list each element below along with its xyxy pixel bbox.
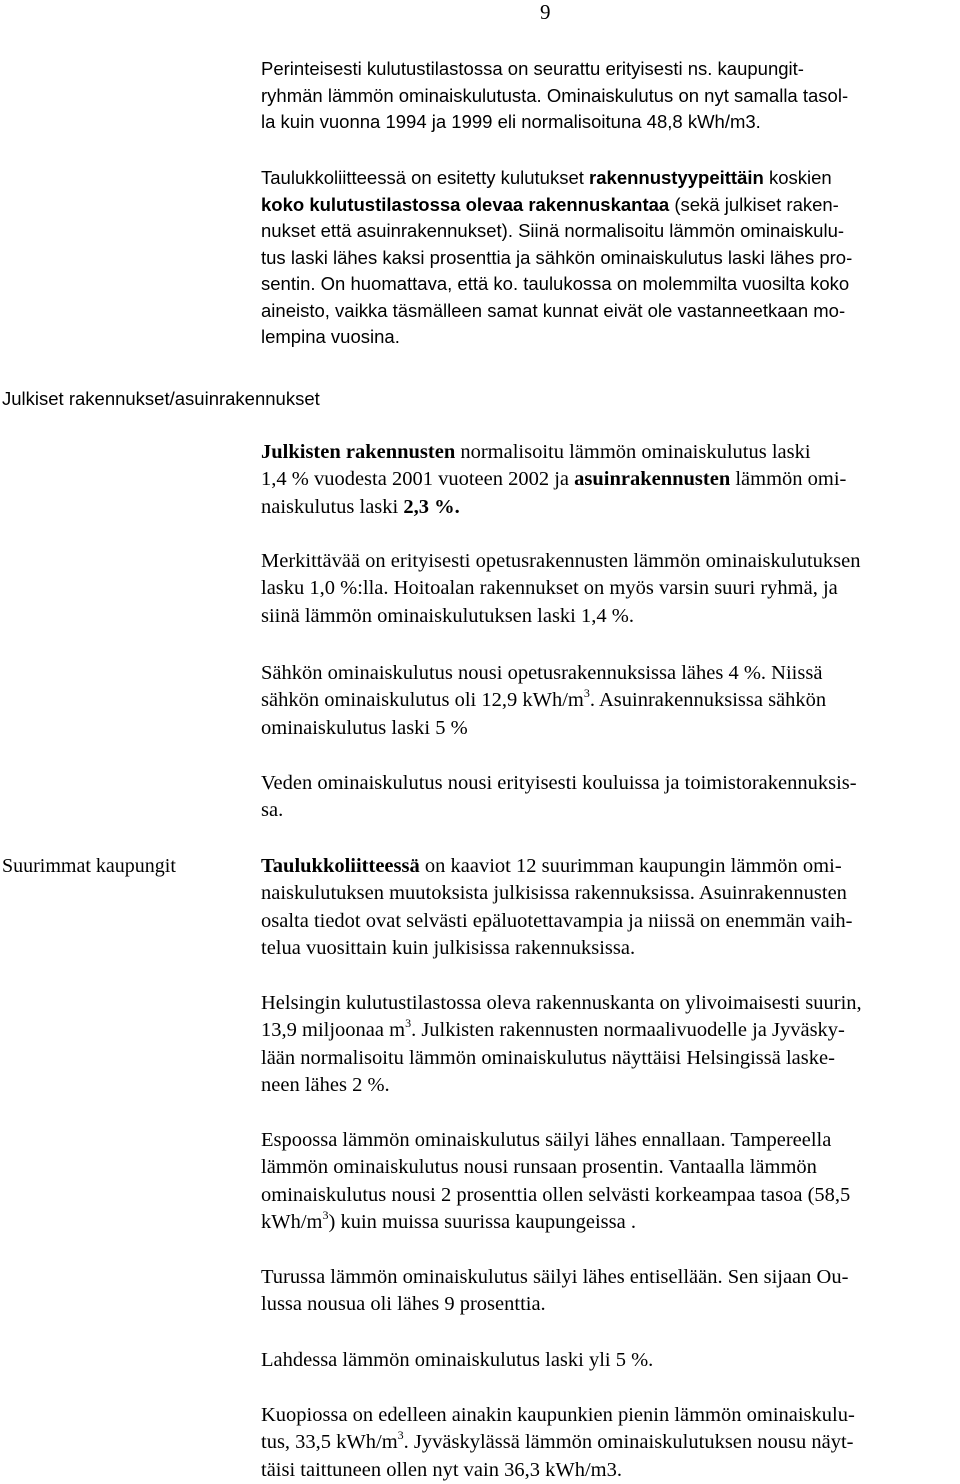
text-run: normalisoitu lämmön ominaiskulutus laski bbox=[455, 441, 811, 463]
side-heading-public-residential: Julkiset rakennukset/asuinrakennukset bbox=[2, 388, 320, 409]
text-run: lämmön omi- bbox=[730, 468, 847, 491]
text-run: 13,9 miljoonaa m bbox=[261, 1019, 406, 1042]
electricity-paragraph bbox=[261, 660, 957, 742]
text-run: Taulukkoliitteessä on esitetty kulutukset bbox=[261, 167, 590, 188]
superscript: 3 bbox=[583, 686, 590, 701]
bold-term: 2,3 %. bbox=[403, 495, 460, 518]
text-line bbox=[261, 494, 957, 521]
text-run: naiskulutus laski bbox=[261, 495, 404, 518]
text-line: siinä lämmön ominaiskulutuksen laski 1,4 %. bbox=[261, 604, 634, 627]
superscript: 3 bbox=[397, 1428, 404, 1443]
text-run: koskien bbox=[763, 167, 832, 188]
text-line: aineisto, vaikka täsmälleen samat kunnat eivät ole vastanneetkaan mo- bbox=[261, 299, 846, 321]
text-run: . Asuinrakennuksissa sähkön bbox=[589, 689, 827, 712]
text-line bbox=[261, 439, 957, 466]
text-run: 1,4 % vuodesta 2001 vuoteen 2002 ja bbox=[261, 468, 575, 491]
superscript: 3 bbox=[405, 1016, 412, 1031]
helsinki-paragraph bbox=[261, 990, 957, 1100]
text-line bbox=[261, 1017, 957, 1044]
page-number: 9 bbox=[540, 0, 551, 24]
text-line: Veden ominaiskulutus nousi erityisesti kouluissa ja toimistorakennuksis- bbox=[261, 772, 857, 794]
text-line: telua vuosittain kuin julkisissa rakennuksissa. bbox=[261, 937, 636, 960]
text-line: sa. bbox=[261, 799, 284, 822]
text-line: Helsingin kulutustilastossa oleva rakennuskanta on ylivoimaisesti suurin, bbox=[261, 992, 862, 1014]
text-run: sähkön ominaiskulutus oli 12,9 kWh/m bbox=[261, 689, 584, 712]
text-run: (sekä julkiset raken- bbox=[669, 193, 839, 215]
text-line: Lahdessa lämmön ominaiskulutus laski yli 5 %. bbox=[261, 1349, 654, 1371]
text-line: Merkittävää on erityisesti opetusrakennusten lämmön ominaiskulutuksen bbox=[261, 550, 861, 572]
text-run: tus, 33,5 kWh/m bbox=[261, 1431, 398, 1454]
education-paragraph bbox=[261, 548, 957, 630]
text-run: . Julkisten rakennusten normaalivuodelle ja Jyväsky- bbox=[411, 1019, 845, 1042]
public-buildings-paragraph bbox=[261, 439, 957, 521]
text-line: nukset että asuinrakennukset). Siinä normalisoitu lämmön ominaiskulu- bbox=[261, 220, 845, 241]
intro-paragraph bbox=[261, 56, 957, 136]
bold-term: Julkisten rakennusten bbox=[261, 441, 456, 463]
text-line: naiskulutuksen muutoksista julkisissa rakennuksissa. Asuinrakennusten bbox=[261, 882, 847, 905]
text-line: lään normalisoitu lämmön ominaiskulutus näyttäisi Helsingissä laske- bbox=[261, 1046, 835, 1069]
text-line: lempina vuosina. bbox=[261, 326, 400, 347]
text-line: täisi taittuneen ollen nyt vain 36,3 kWh/m3. bbox=[261, 1458, 622, 1481]
lahti-paragraph bbox=[261, 1347, 957, 1374]
text-line: lussa nousua oli lähes 9 prosenttia. bbox=[261, 1293, 546, 1316]
text-line: la kuin vuonna 1994 ja 1999 eli normalisoituna 48,8 kWh/m3. bbox=[261, 111, 761, 132]
text-line: lämmön ominaiskulutus nousi runsaan prosentin. Vantaalla lämmön bbox=[261, 1156, 817, 1179]
superscript: 3 bbox=[322, 1208, 329, 1223]
bold-term: asuinrakennusten bbox=[574, 468, 731, 491]
kuopio-paragraph bbox=[261, 1402, 957, 1484]
water-paragraph bbox=[261, 770, 957, 825]
text-line bbox=[261, 1209, 957, 1236]
text-run: kWh/m bbox=[261, 1211, 323, 1234]
bold-term: koko kulutustilastossa olevaa rakennuskantaa bbox=[261, 193, 670, 215]
bold-term: rakennustyypeittäin bbox=[589, 167, 764, 188]
text-line: Perinteisesti kulutustilastossa on seurattu erityisesti ns. kaupungit- bbox=[261, 58, 804, 79]
text-line bbox=[261, 466, 957, 493]
text-line: Kuopiossa on edelleen ainakin kaupunkien pienin lämmön ominaiskulu- bbox=[261, 1404, 855, 1426]
text-line: ominaiskulutus laski 5 % bbox=[261, 716, 468, 739]
text-run: ) kuin muissa suurissa kaupungeissa . bbox=[328, 1211, 636, 1234]
espoo-paragraph bbox=[261, 1127, 957, 1237]
text-run: . Jyväskylässä lämmön ominaiskulutuksen nousu näyt- bbox=[403, 1431, 854, 1454]
text-line: ominaiskulutus nousi 2 prosenttia ollen selvästi korkeampaa tasoa (58,5 bbox=[261, 1183, 851, 1206]
text-line bbox=[261, 165, 957, 192]
text-line: ryhmän lämmön ominaiskulutusta. Ominaiskulutus on nyt samalla tasol- bbox=[261, 84, 849, 106]
text-line bbox=[261, 853, 957, 880]
text-line bbox=[261, 192, 957, 219]
cities-intro-paragraph bbox=[261, 853, 957, 963]
text-line bbox=[261, 1429, 957, 1456]
text-line: neen lähes 2 %. bbox=[261, 1074, 390, 1097]
bold-term: Taulukkoliitteessä bbox=[261, 855, 420, 877]
side-heading-largest-cities: Suurimmat kaupungit bbox=[2, 855, 176, 877]
text-line: sentin. On huomattava, että ko. taulukossa on molemmilta vuosilta koko bbox=[261, 273, 850, 294]
text-run: on kaaviot 12 suurimman kaupungin lämmön omi- bbox=[419, 855, 842, 877]
text-line: Espoossa lämmön ominaiskulutus säilyi lähes ennallaan. Tampereella bbox=[261, 1129, 832, 1151]
text-line: lasku 1,0 %:lla. Hoitoalan rakennukset on myös varsin suuri ryhmä, ja bbox=[261, 577, 838, 600]
annex-intro-paragraph bbox=[261, 165, 957, 351]
text-line: Sähkön ominaiskulutus nousi opetusrakennuksissa lähes 4 %. Niissä bbox=[261, 662, 823, 684]
text-line: tus laski lähes kaksi prosenttia ja sähkön ominaiskulutus laski lähes pro- bbox=[261, 246, 853, 268]
text-line: Turussa lämmön ominaiskulutus säilyi lähes entisellään. Sen sijaan Ou- bbox=[261, 1266, 849, 1288]
turku-paragraph bbox=[261, 1264, 957, 1319]
text-line: osalta tiedot ovat selvästi epäluotettavampia ja niissä on enemmän vaih- bbox=[261, 909, 853, 932]
text-line bbox=[261, 687, 957, 714]
